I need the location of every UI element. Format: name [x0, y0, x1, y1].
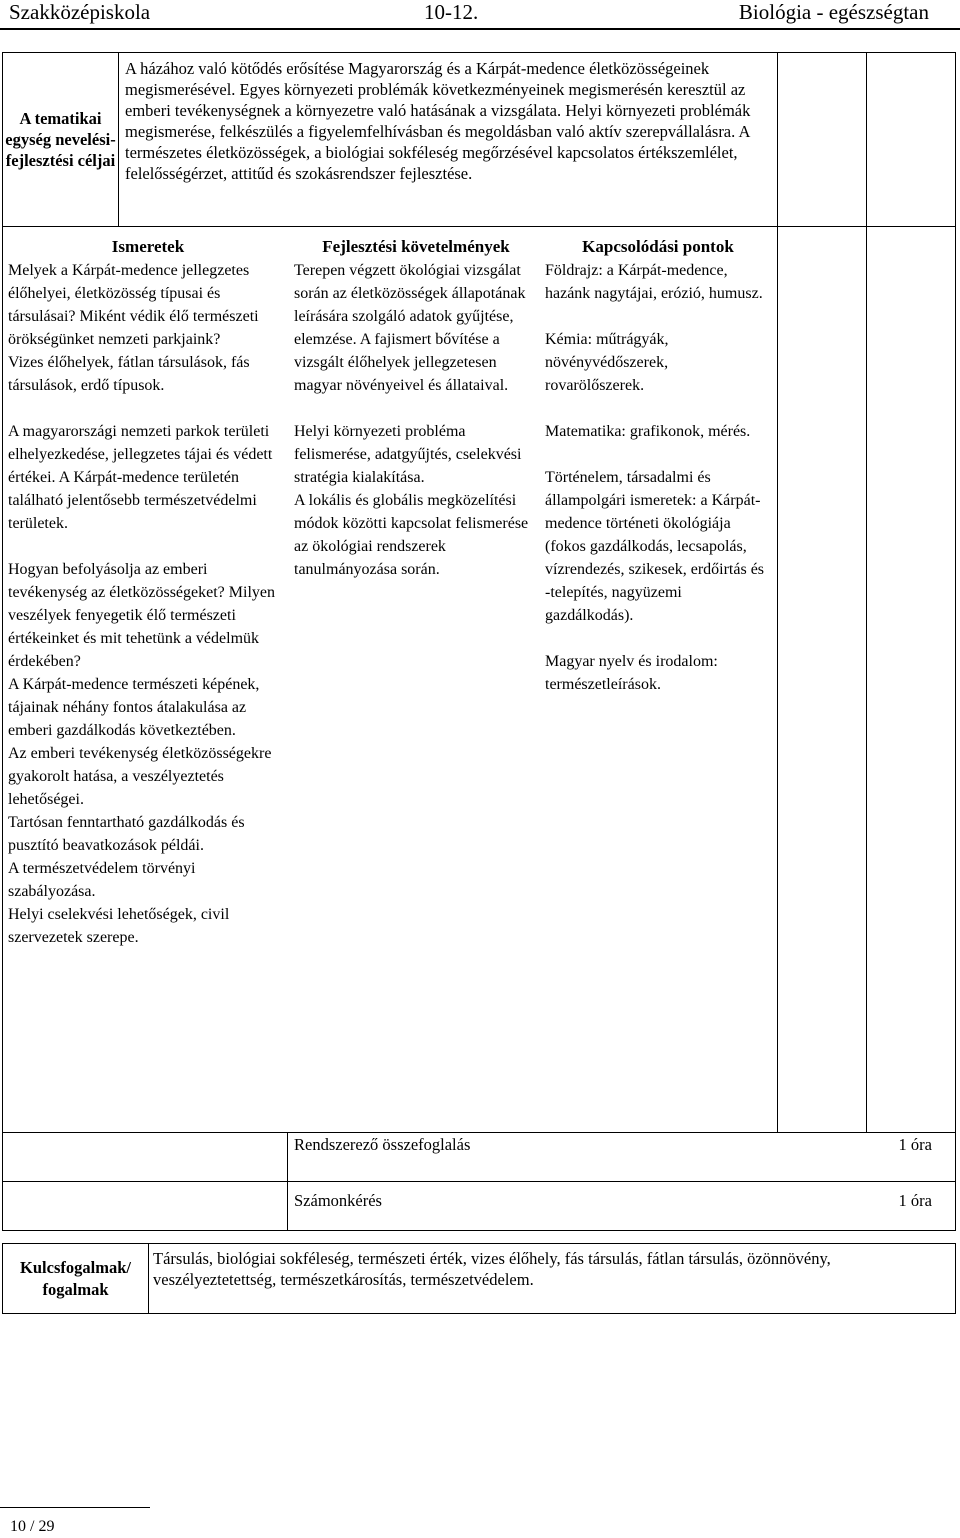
knowledge-column: Melyek a Kárpát-medence jellegzetes élőhelyei, életközösség típusai és társulásai? Miként védik élő természeti örökségünket nemzeti parkjaink? Vizes élőhelyek, fátlan társulások, fás társulások, erdő típusok. A magyarországi nemzeti parkok területi elhelyezkedése, jellegzetes tájai és védett értékei. A Kárpát-medence területén található jelentősebb természetvédelmi területek. Hogyan befolyásolja az emberi tevékenység az életközösségeket? Milyen veszélyek fenyegetik élő természeti értékeinket és mit tehetünk a védelmük érdekében? A Kárpát-medence természeti képének, tájainak néhány fontos átalakulása az emberi gazdálkodás következtében. Az emberi tevékenység életközösségekre gyakorolt hatása, a veszélyeztetés lehetőségei. Tartósan fenntartható gazdálkodás és pusztító beavatkozások példái. A természetvédelem törvényi szabályozása. Helyi cselekvési lehetőségek, civil szervezetek szerepe.: [8, 262, 275, 946]
footer-rule: [0, 1507, 150, 1508]
empty-cell: [778, 227, 867, 1133]
connections-column: Földrajz: a Kárpát-medence, hazánk nagytájai, erózió, humusz. Kémia: műtrágyák, növényvédőszerek, rovarölőszerek. Matematika: grafikonok, mérés. Történelem, társadalmi és állampolgári ismeretek: a Kárpát-medence történeti ökológiája (fokos gazdálkodás, lecsapolás, vízrendezés, szikesek, erdőirtás és -telepítés, nagyüzemi gazdálkodás). Magyar nyelv és irodalom: természetleírások.: [545, 262, 765, 693]
header-rule: [0, 28, 960, 30]
page-header: [0, 0, 960, 26]
empty-cell: [3, 1182, 288, 1231]
empty-cell: [867, 53, 956, 227]
empty-cell: [778, 53, 867, 227]
summary-label: Rendszerező összefoglalás: [294, 1135, 471, 1154]
requirements-column: Terepen végzett ökológiai vizsgálat során az életközösségek állapotának leírására szolgáló adatok gyűjtése, elemzése. A fajismert bővítése a vizsgált élőhelyek jellegzetesen magyar növényeivel és állataival. Helyi környezeti probléma felismerése, adatgyűjtés, cselekvési stratégia kialakítása. A lokális és globális megközelítési módok közötti kapcsolat felismerése az ökológiai rendszerek tanulmányozása során.: [294, 262, 529, 578]
hours-row: [288, 1182, 956, 1231]
assessment-hours: 1 óra: [898, 1191, 932, 1210]
grade-range: 10-12.: [424, 0, 479, 24]
assessment-label: Számonkérés: [294, 1191, 382, 1210]
subject-name: Biológia - egészségtan: [738, 0, 929, 24]
keywords-text: Társulás, biológiai sokféleség, természeti érték, vizes élőhely, fás társulás, fátlan társulás, özönnövény, veszélyeztetettség, természetkárosítás, természetvédelem.: [149, 1244, 956, 1314]
hours-table: [2, 1132, 956, 1231]
empty-cell: [867, 227, 956, 1133]
summary-hours: 1 óra: [898, 1135, 932, 1154]
school-name: Szakközépiskola: [9, 0, 151, 24]
empty-cell: [3, 1133, 288, 1182]
keywords-table: [2, 1243, 956, 1314]
connections-header: Kapcsolódási pontok: [582, 237, 734, 256]
knowledge-header: Ismeretek: [111, 237, 185, 256]
requirements-header: Fejlesztési követelmények: [322, 237, 510, 256]
goals-label: A tematikai egység nevelési-fejlesztési céljai: [3, 53, 119, 227]
keywords-label: Kulcsfogalmak/ fogalmak: [3, 1244, 149, 1314]
goals-text: A házához való kötődés erősítése Magyarország és a Kárpát-medence életközösségeinek megismerésével. Egyes környezeti problémák következményeinek megismerésén keresztül az emberi tevékenységnek a környezetre való hatásának a vizsgálata. Helyi környezeti problémák megismerése, felkészülés a figyelemfelhívásban és megoldásban való aktív szerepvállalásra. A természetes életközösségek, a biológiai sokféleség megőrzésével kapcsolatos értékszemlélet, felelősségérzet, attitűd és szokásrendszer fejlesztése.: [119, 53, 778, 227]
goals-table: [2, 52, 956, 227]
page-number: 10 / 29: [10, 1518, 55, 1535]
